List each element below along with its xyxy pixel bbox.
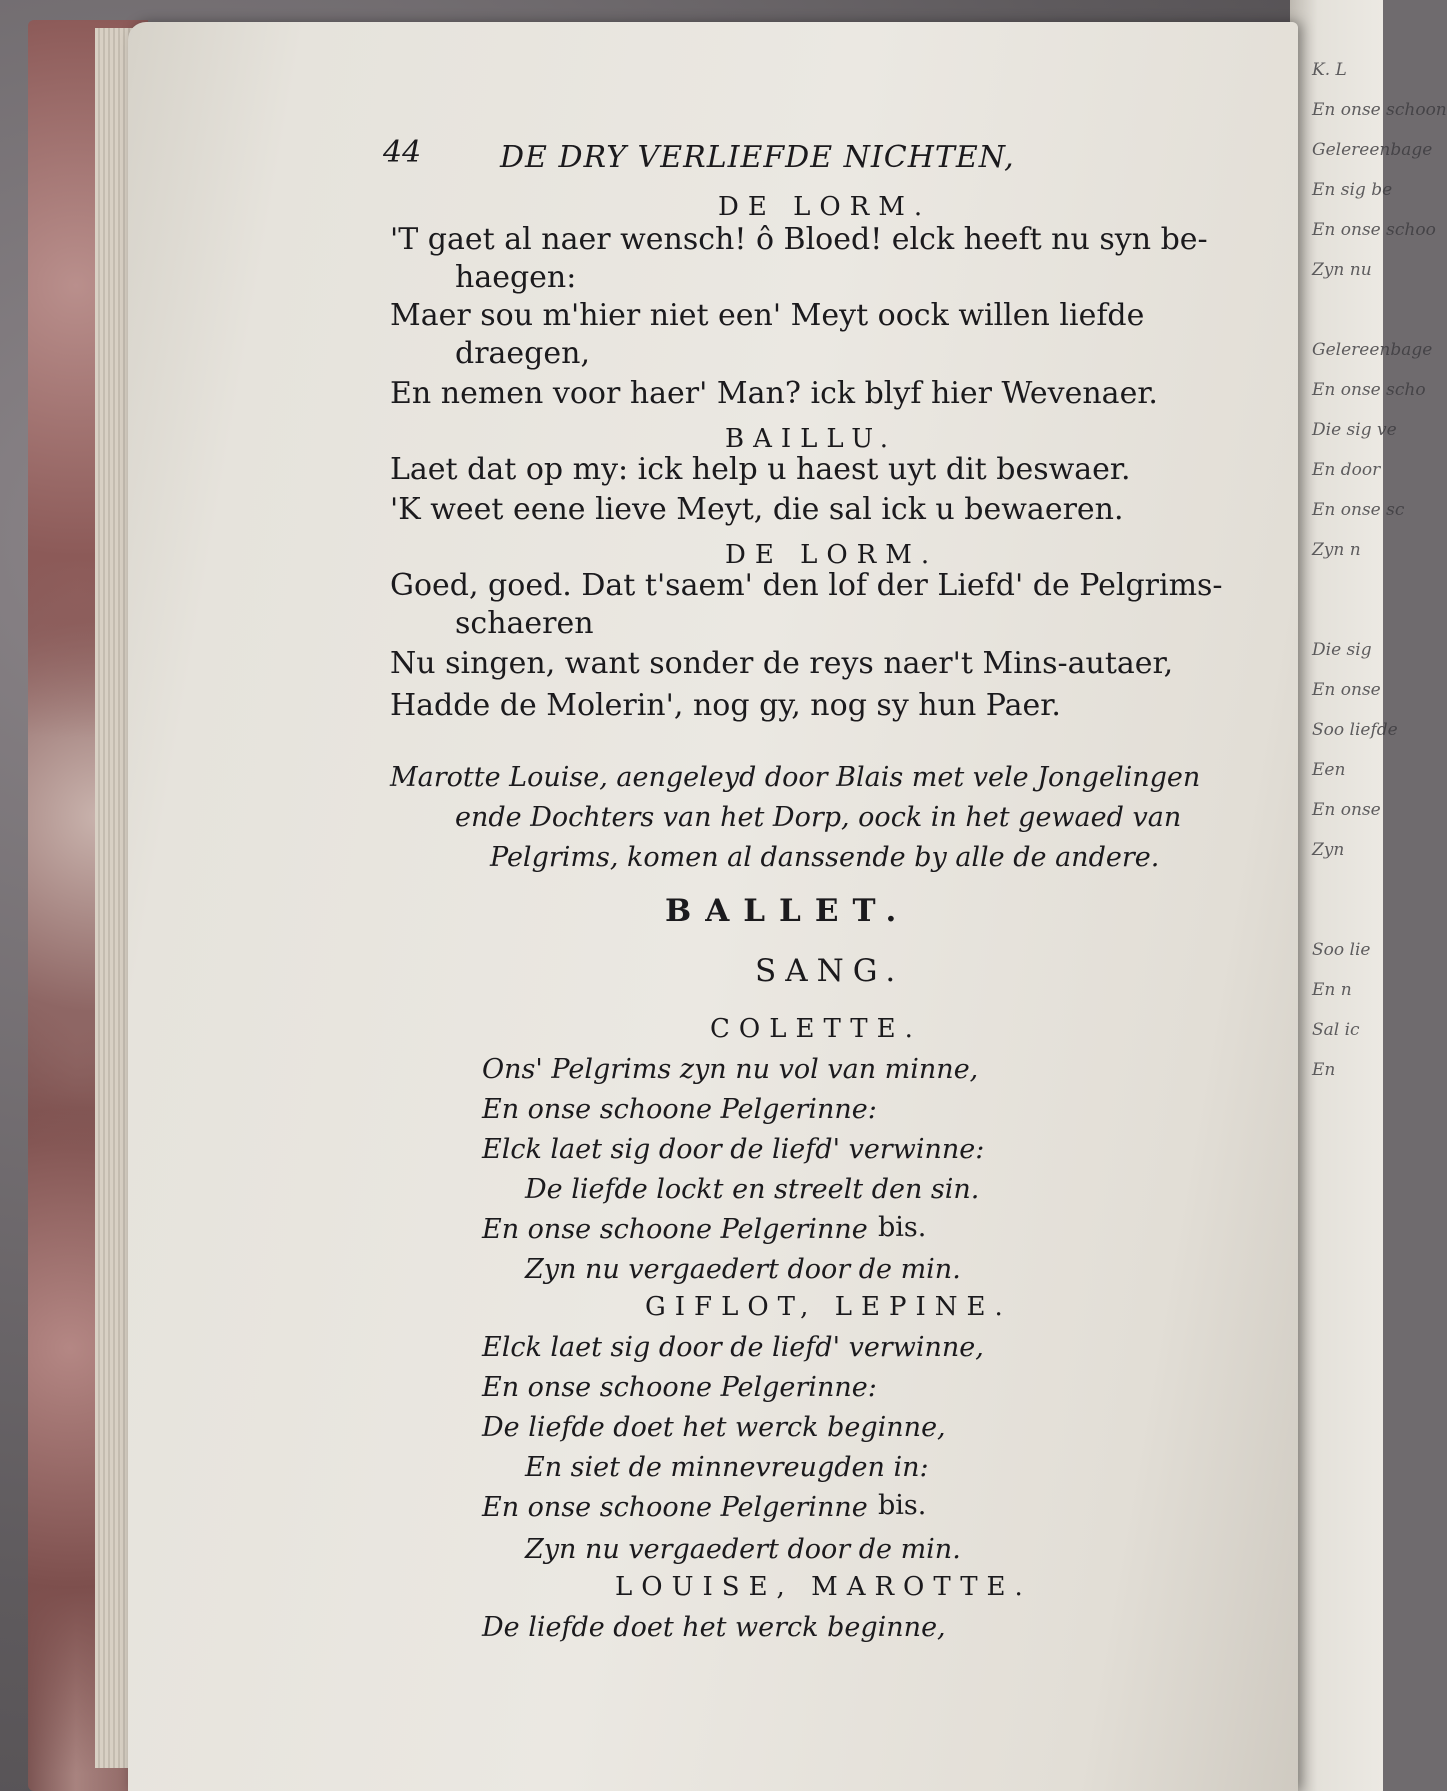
- stage-direction: Marotte Louise, aengeleyd door Blais met vele Jongelingen: [390, 762, 1201, 793]
- verse-line: Maer sou m'hier niet een' Meyt oock willen liefde: [390, 298, 1145, 333]
- song-line: En onse schoone Pelgerinne: [482, 1214, 868, 1245]
- repeat-marker: bis.: [878, 1212, 927, 1243]
- facing-page-fragment: Gelereenbage: [1312, 140, 1433, 160]
- song-line: Elck laet sig door de liefd' verwinne:: [482, 1134, 985, 1165]
- facing-page-fragment: Soo lie: [1312, 940, 1371, 960]
- verse-line: En nemen voor haer' Man? ick blyf hier Wevenaer.: [390, 376, 1158, 411]
- facing-page-fragment: En onse sc: [1312, 500, 1405, 520]
- facing-page-fragment: Sal ic: [1312, 1020, 1360, 1040]
- verse-line: Hadde de Molerin', nog gy, nog sy hun Paer.: [390, 688, 1061, 723]
- verse-line: draegen,: [455, 336, 590, 371]
- song-line: De liefde lockt en streelt den sin.: [525, 1174, 980, 1205]
- speaker-name: COLETTE.: [710, 1014, 922, 1044]
- song-line: De liefde doet het werck beginne,: [482, 1612, 946, 1643]
- speaker-name: BAILLU.: [725, 424, 898, 454]
- verse-line: Nu singen, want sonder de reys naer't Mins-autaer,: [390, 646, 1174, 681]
- facing-page-fragment: Gelereenbage: [1312, 340, 1433, 360]
- song-line: Zyn nu vergaedert door de min.: [525, 1254, 961, 1285]
- verse-line: schaeren: [455, 606, 594, 641]
- song-line: Zyn nu vergaedert door de min.: [525, 1534, 961, 1565]
- speaker-name: DE LORM.: [725, 540, 939, 570]
- running-title: DE DRY VERLIEFDE NICHTEN,: [500, 140, 1015, 175]
- section-heading-ballet: BALLET.: [665, 893, 911, 929]
- song-line: En onse schoone Pelgerinne:: [482, 1094, 877, 1125]
- facing-page-fragment: Zyn n: [1312, 540, 1361, 560]
- song-line: En siet de minnevreugden in:: [525, 1452, 929, 1483]
- page-number: 44: [383, 135, 422, 170]
- verse-line: Laet dat op my: ick help u haest uyt dit beswaer.: [390, 452, 1131, 487]
- speaker-name: LOUISE, MAROTTE.: [615, 1572, 1032, 1602]
- facing-page-fragment: En onse: [1312, 680, 1381, 700]
- section-heading-sang: SANG.: [755, 953, 905, 989]
- facing-page-fragment: En onse scho: [1312, 380, 1426, 400]
- facing-page-fragment: En n: [1312, 980, 1352, 1000]
- stage-direction: Pelgrims, komen al danssende by alle de andere.: [490, 842, 1160, 873]
- facing-page-fragment: K. L: [1312, 60, 1347, 80]
- facing-page-fragment: Soo liefde: [1312, 720, 1398, 740]
- facing-page-fragment: Die sig: [1312, 640, 1372, 660]
- song-line: Ons' Pelgrims zyn nu vol van minne,: [482, 1054, 979, 1085]
- repeat-marker: bis.: [878, 1490, 927, 1521]
- song-line: En onse schoone Pelgerinne: [482, 1492, 868, 1523]
- song-line: Elck laet sig door de liefd' verwinne,: [482, 1332, 984, 1363]
- song-line: En onse schoone Pelgerinne:: [482, 1372, 877, 1403]
- verse-line: Goed, goed. Dat t'saem' den lof der Liefd' de Pelgrims-: [390, 568, 1223, 603]
- verse-line: haegen:: [455, 260, 577, 295]
- facing-page-fragment: En sig be: [1312, 180, 1393, 200]
- facing-page-fragment: En onse: [1312, 800, 1381, 820]
- facing-page-fragment: Zyn: [1312, 840, 1345, 860]
- facing-page-fragment: En onse schoon: [1312, 100, 1447, 120]
- speaker-name: DE LORM.: [718, 192, 932, 222]
- facing-page-fragment: Een: [1312, 760, 1346, 780]
- facing-page-fragment: En: [1312, 1060, 1336, 1080]
- facing-page: [1290, 0, 1447, 1791]
- facing-page-fragment: Zyn nu: [1312, 260, 1372, 280]
- verse-line: 'K weet eene lieve Meyt, die sal ick u bewaeren.: [390, 492, 1124, 527]
- verse-line: 'T gaet al naer wensch! ô Bloed! elck heeft nu syn be-: [390, 222, 1208, 257]
- speaker-name: GIFLOT, LEPINE.: [645, 1292, 1012, 1322]
- facing-page-fragment: Die sig ve: [1312, 420, 1397, 440]
- song-line: De liefde doet het werck beginne,: [482, 1412, 946, 1443]
- stage-direction: ende Dochters van het Dorp, oock in het gewaed van: [455, 802, 1182, 833]
- facing-page-fragment: En door: [1312, 460, 1381, 480]
- facing-page-fragment: En onse schoo: [1312, 220, 1436, 240]
